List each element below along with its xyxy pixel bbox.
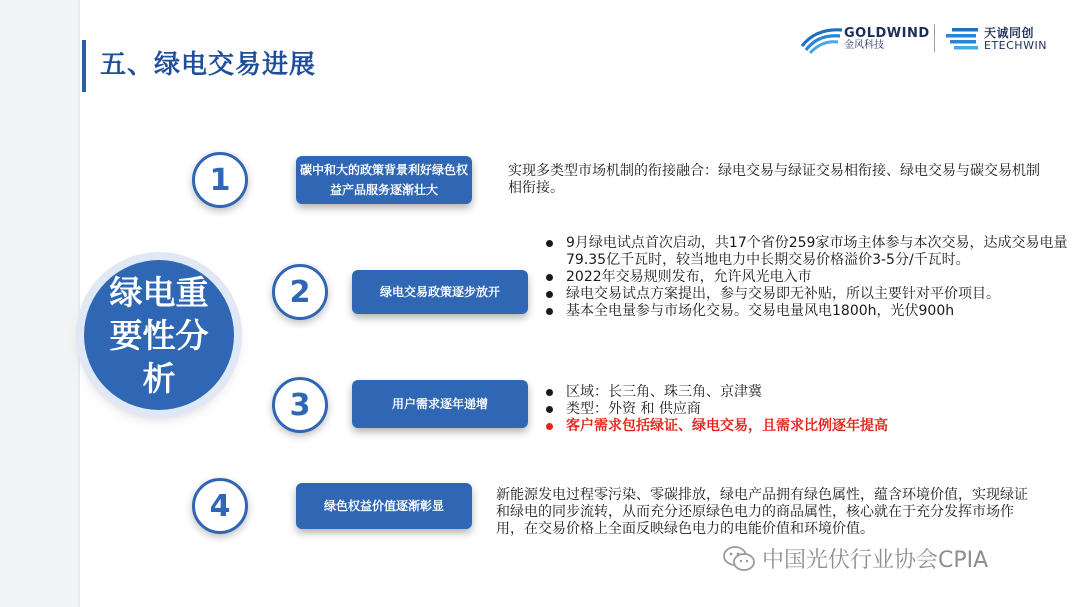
step-1-text: 实现多类型市场机制的衔接融合：绿电交易与绿证交易相衔接、绿电交易与碳交易机制相衔接。 xyxy=(508,163,1040,196)
step-1-title: 碳中和大的政策背景利好绿色权益产品服务逐渐壮大 xyxy=(299,163,468,197)
step-1-description xyxy=(508,163,1048,197)
step-4-number: 4 xyxy=(192,478,248,534)
goldwind-name-en: GOLDWIND xyxy=(844,25,930,41)
step-2-description xyxy=(540,235,1070,320)
etechwin-logo xyxy=(944,22,1047,56)
step-4-title-box xyxy=(296,483,472,529)
step-1-number: 1 xyxy=(192,152,248,208)
step-3-highlight-bullet: 客户需求包括绿证、绿电交易，且需求比例逐年提高 xyxy=(540,418,1060,435)
goldwind-logo xyxy=(800,22,930,56)
step-2-title-box xyxy=(352,270,528,314)
step-1-title-box xyxy=(296,156,472,204)
etechwin-name-cn: 天诚同创 xyxy=(984,25,1035,40)
step-3-number: 3 xyxy=(272,377,328,433)
step-2-bullet: 基本全电量参与市场化交易。交易电量风电1800h，光伏900h xyxy=(540,303,1070,320)
page-title: 五、绿电交易进展 xyxy=(100,50,317,80)
left-band xyxy=(0,0,78,607)
left-band-divider xyxy=(78,0,80,607)
step-4-title: 绿色权益价值逐渐彰显 xyxy=(323,499,444,513)
step-3-bullet: 类型：外资 和 供应商 xyxy=(540,401,1060,418)
center-circle xyxy=(84,260,234,410)
step-2-bullet: 2022年交易规则发布，允许风光电入市 xyxy=(540,269,1070,286)
goldwind-swoosh-icon xyxy=(800,24,844,54)
goldwind-name-cn: 金风科技 xyxy=(844,39,884,51)
step-2-bullet-list xyxy=(540,235,1070,320)
step-3-bullet-list xyxy=(540,384,1060,435)
etechwin-stripes-icon xyxy=(944,26,984,52)
step-2-number: 2 xyxy=(272,264,328,320)
wechat-icon xyxy=(722,545,756,573)
watermark-text: 中国光伏行业协会CPIA xyxy=(762,548,989,573)
step-2-bullet: 绿电交易试点方案提出，参与交易即无补贴，所以主要针对平价项目。 xyxy=(540,286,1070,303)
step-3-title: 用户需求逐年递增 xyxy=(391,397,488,411)
step-3-bullet: 区域：长三角、珠三角、京津冀 xyxy=(540,384,1060,401)
watermark xyxy=(722,543,988,574)
step-3-title-box xyxy=(352,380,528,428)
title-accent-bar xyxy=(82,40,86,92)
etechwin-name-en: ETECHWIN xyxy=(984,38,1047,52)
step-2-title: 绿电交易政策逐步放开 xyxy=(379,285,500,299)
step-2-bullet: 9月绿电试点首次启动，共17个省份259家市场主体参与本次交易，达成交易电量79.35亿千瓦时，较当地电力中长期交易价格溢价3-5分/千瓦时。 xyxy=(540,235,1070,269)
step-4-text: 新能源发电过程零污染、零碳排放，绿电产品拥有绿色属性，蕴含环境价值，实现绿证和绿电的同步流转，从而充分还原绿色电力的商品属性，核心就在于充分发挥市场作用，在交易价格上全面反映绿色电力的电能价值和环境价值。 xyxy=(496,487,1028,537)
center-label: 绿电重要性分析 xyxy=(109,272,209,398)
logo-divider xyxy=(934,24,935,52)
step-3-description xyxy=(540,384,1060,435)
step-4-description xyxy=(496,487,1036,538)
